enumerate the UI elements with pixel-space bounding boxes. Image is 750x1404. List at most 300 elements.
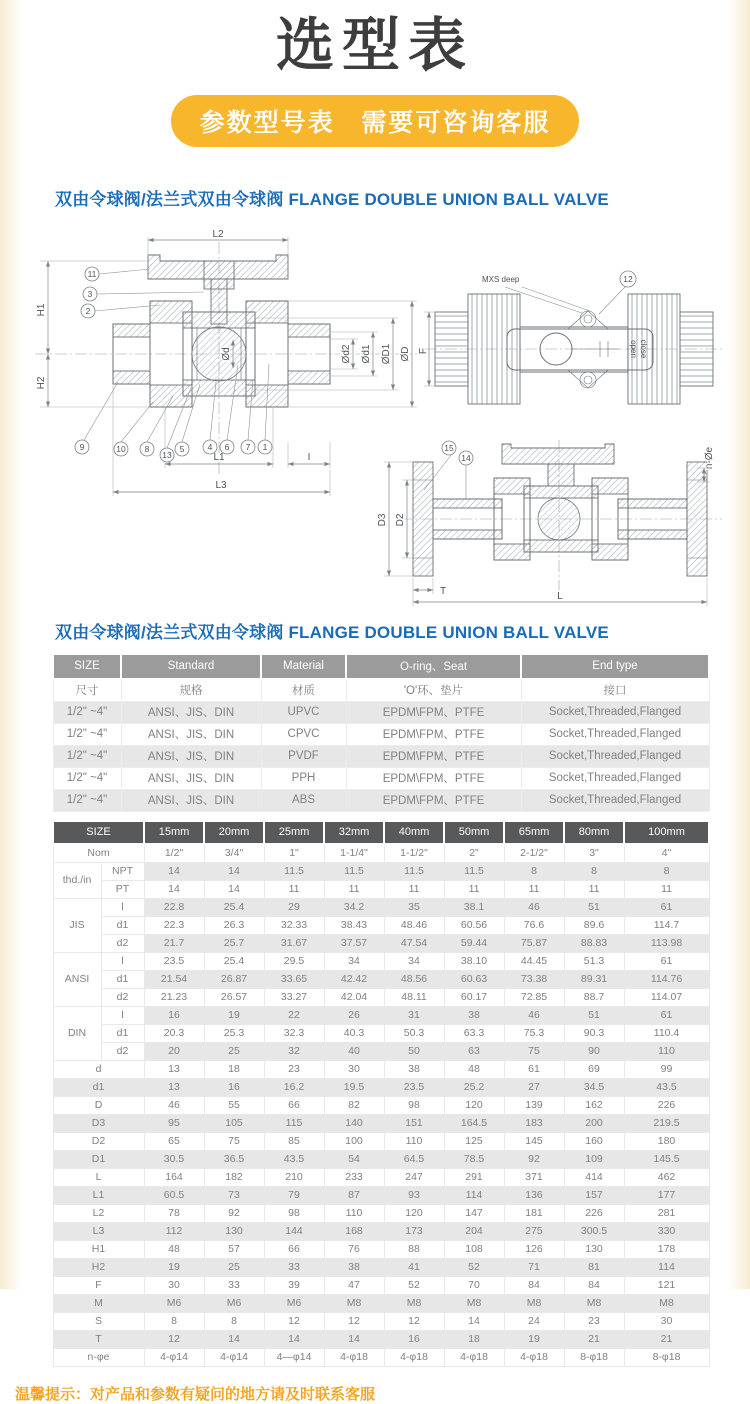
dim-size-col-header: 32mm — [324, 821, 384, 844]
dim-value: 46 — [144, 1096, 204, 1114]
dim-value: 87 — [324, 1186, 384, 1204]
dim-value: 84 — [564, 1276, 624, 1294]
dim-size-col-header: 65mm — [504, 821, 564, 844]
svg-text:6: 6 — [224, 441, 230, 452]
valve-ball — [192, 327, 246, 381]
dim-value: 33 — [264, 1258, 324, 1276]
spec-cell: ANSI、JIS、DIN — [121, 745, 261, 767]
dim-value: 30 — [144, 1276, 204, 1294]
dim-value: 219.5 — [624, 1114, 709, 1132]
dim-value: 105 — [204, 1114, 264, 1132]
dim-nom-row — [53, 844, 709, 863]
dim-value: 4-φ14 — [144, 1348, 204, 1366]
dim-value: 19 — [204, 1006, 264, 1024]
dim-value: 110.4 — [624, 1024, 709, 1042]
dim-row-H2 — [53, 1258, 709, 1276]
dim-value: 19.5 — [324, 1078, 384, 1096]
dim-row-label: L3 — [53, 1222, 144, 1240]
dim-value: 4-φ14 — [204, 1348, 264, 1366]
dim-value: 4-φ18 — [384, 1348, 444, 1366]
dim-value: 31 — [384, 1006, 444, 1024]
dim-value: 125 — [444, 1132, 504, 1150]
dim-value: 8 — [144, 1312, 204, 1330]
callout-3 — [83, 287, 204, 301]
dim-value: 19 — [504, 1330, 564, 1348]
dim-value: M6 — [204, 1294, 264, 1312]
dim-group-row-DIN-l — [53, 1006, 709, 1024]
dim-value: 43.5 — [624, 1078, 709, 1096]
spec-cell: 1/2" ~4" — [53, 701, 121, 723]
dim-value: 157 — [564, 1186, 624, 1204]
dim-value: 98 — [384, 1096, 444, 1114]
dim-value: 59.44 — [444, 934, 504, 952]
dim-value: 11.5 — [324, 862, 384, 880]
dim-value: 75.87 — [504, 934, 564, 952]
dim-label-D3: D3 — [377, 513, 388, 526]
spec-cell: ANSI、JIS、DIN — [121, 767, 261, 789]
dim-group-row-JIS-d1 — [53, 916, 709, 934]
dim-value: 183 — [504, 1114, 564, 1132]
dim-value: 76 — [324, 1240, 384, 1258]
dim-value: 29 — [264, 898, 324, 916]
dim-value: 33.27 — [264, 988, 324, 1006]
dim-value: 130 — [204, 1222, 264, 1240]
dim-value: 76.6 — [504, 916, 564, 934]
dim-value: 46 — [504, 1006, 564, 1024]
spec-cell: ANSI、JIS、DIN — [121, 723, 261, 745]
dim-value: 93 — [384, 1186, 444, 1204]
dim-value: 64.5 — [384, 1150, 444, 1168]
dim-value: 32.33 — [264, 916, 324, 934]
dim-value: 85 — [264, 1132, 324, 1150]
spec-cell: EPDM\FPM、PTFE — [346, 723, 521, 745]
dim-value: M8 — [504, 1294, 564, 1312]
spec-cell: CPVC — [261, 723, 346, 745]
dim-value: 75.3 — [504, 1024, 564, 1042]
dim-value: 11 — [564, 880, 624, 898]
dim-value: 48.11 — [384, 988, 444, 1006]
dim-value: 38.43 — [324, 916, 384, 934]
dim-value: 14 — [204, 1330, 264, 1348]
dim-value: 25.4 — [204, 898, 264, 916]
dim-group-label: JIS — [53, 898, 101, 952]
dim-value: 34 — [324, 952, 384, 970]
dim-value: 160 — [564, 1132, 624, 1150]
dim-value: 42.42 — [324, 970, 384, 988]
svg-text:15: 15 — [444, 442, 454, 453]
dim-nom-value: 3" — [564, 844, 624, 863]
dim-row-label: F — [53, 1276, 144, 1294]
spec-table — [52, 653, 710, 812]
dim-value: 89.31 — [564, 970, 624, 988]
dim-value: 16 — [384, 1330, 444, 1348]
spec-cell: 1/2" ~4" — [53, 723, 121, 745]
dim-value: 43.5 — [264, 1150, 324, 1168]
dim-sub-label: d2 — [101, 934, 144, 952]
dim-label-nOe: n-Øe — [704, 446, 715, 469]
dim-group-row-thd./in-PT — [53, 880, 709, 898]
dim-label-Od: Ød — [221, 346, 232, 361]
dim-size-col-header: 25mm — [264, 821, 324, 844]
dim-value: 23.5 — [384, 1078, 444, 1096]
dim-value: 371 — [504, 1168, 564, 1186]
dim-value: 23 — [564, 1312, 624, 1330]
dim-value: 78 — [144, 1204, 204, 1222]
dim-value: 26.57 — [204, 988, 264, 1006]
spec-header-cell: SIZE — [53, 654, 121, 679]
dim-value: 12 — [384, 1312, 444, 1330]
dim-value: 121 — [624, 1276, 709, 1294]
dim-value: 22.8 — [144, 898, 204, 916]
dim-group-row-ANSI-d2 — [53, 988, 709, 1006]
spec-cell: Socket,Threaded,Flanged — [521, 723, 709, 745]
callout-11 — [85, 267, 150, 281]
dim-row-label: L2 — [53, 1204, 144, 1222]
dim-value: 40.3 — [324, 1024, 384, 1042]
dim-group-row-DIN-d2 — [53, 1042, 709, 1060]
dim-value: 38 — [384, 1060, 444, 1078]
section-title-drawing: 双由令球阀/法兰式双由令球阀 FLANGE DOUBLE UNION BALL VALVE — [55, 189, 609, 209]
dim-value: 8-φ18 — [624, 1348, 709, 1366]
spec-table-row — [53, 701, 709, 723]
dim-value: 88.7 — [564, 988, 624, 1006]
section-title-table: 双由令球阀/法兰式双由令球阀 FLANGE DOUBLE UNION BALL VALVE — [55, 622, 609, 642]
spec-cell: PPH — [261, 767, 346, 789]
svg-text:2: 2 — [85, 305, 91, 316]
dim-value: 37.57 — [324, 934, 384, 952]
dim-value: 47.54 — [384, 934, 444, 952]
dim-value: 30 — [324, 1060, 384, 1078]
spec-cell: Socket,Threaded,Flanged — [521, 745, 709, 767]
spec-header-cell: Standard — [121, 654, 261, 679]
dim-row-label: H1 — [53, 1240, 144, 1258]
spec-subheader-cell: 接口 — [521, 679, 709, 702]
dim-value: 66 — [264, 1240, 324, 1258]
top-pipe-right — [680, 312, 713, 386]
dim-value: 21.54 — [144, 970, 204, 988]
spec-cell: Socket,Threaded,Flanged — [521, 767, 709, 789]
callout-1 — [258, 364, 272, 454]
banner-text: 参数型号表 需要可咨询客服 — [199, 108, 551, 137]
dim-value: 38 — [444, 1006, 504, 1024]
dim-row-F — [53, 1276, 709, 1294]
dim-value: 115 — [264, 1114, 324, 1132]
dim-value: 54 — [324, 1150, 384, 1168]
spec-cell: ANSI、JIS、DIN — [121, 789, 261, 811]
dim-value: M8 — [384, 1294, 444, 1312]
dim-value: 84 — [504, 1276, 564, 1294]
dim-value: 210 — [264, 1168, 324, 1186]
dim-label-l: I — [307, 451, 311, 463]
dim-value: 60.5 — [144, 1186, 204, 1204]
dim-value: 114 — [444, 1186, 504, 1204]
dim-value: 178 — [624, 1240, 709, 1258]
dim-label-H2: H2 — [36, 376, 47, 389]
dim-value: 11 — [444, 880, 504, 898]
svg-text:12: 12 — [623, 273, 633, 284]
dim-label-L1: L1 — [213, 451, 225, 463]
dim-value: 4-φ18 — [444, 1348, 504, 1366]
dim-row-d — [53, 1060, 709, 1078]
dim-value: 34 — [384, 952, 444, 970]
dim-row-label: D3 — [53, 1114, 144, 1132]
dim-value: 41 — [384, 1258, 444, 1276]
dim-group-row-ANSI-d1 — [53, 970, 709, 988]
spec-cell: ANSI、JIS、DIN — [121, 701, 261, 723]
spec-header-cell: O-ring、Seat — [346, 654, 521, 679]
dim-value: 89.6 — [564, 916, 624, 934]
dim-value: 73 — [204, 1186, 264, 1204]
dim-value: 139 — [504, 1096, 564, 1114]
dim-value: 65 — [144, 1132, 204, 1150]
dim-value: 14 — [264, 1330, 324, 1348]
dim-value: 120 — [444, 1096, 504, 1114]
dim-group-label: thd./in — [53, 862, 101, 898]
dim-value: 11 — [324, 880, 384, 898]
callout-9 — [75, 382, 118, 454]
dim-value: 168 — [324, 1222, 384, 1240]
spec-cell: Socket,Threaded,Flanged — [521, 701, 709, 723]
dim-value: 60.63 — [444, 970, 504, 988]
dim-value: 38.1 — [444, 898, 504, 916]
dim-value: 51 — [564, 1006, 624, 1024]
dim-row-S — [53, 1312, 709, 1330]
dim-value: 11 — [504, 880, 564, 898]
dim-label-H1: H1 — [36, 303, 47, 316]
technical-drawing — [0, 212, 750, 612]
dim-value: 25 — [204, 1042, 264, 1060]
callout-2 — [81, 304, 160, 318]
dim-value: 82 — [324, 1096, 384, 1114]
dim-value: 114.07 — [624, 988, 709, 1006]
dim-value: 40 — [324, 1042, 384, 1060]
dim-value: 70 — [444, 1276, 504, 1294]
dim-row-M — [53, 1294, 709, 1312]
top-view — [418, 271, 722, 404]
dim-row-L2 — [53, 1204, 709, 1222]
dim-value: 30.5 — [144, 1150, 204, 1168]
dim-value: 78.5 — [444, 1150, 504, 1168]
dim-value: 114 — [624, 1258, 709, 1276]
dim-sub-label: NPT — [101, 862, 144, 880]
dim-sub-label: d2 — [101, 988, 144, 1006]
svg-text:10: 10 — [116, 443, 126, 454]
dim-value: 90.3 — [564, 1024, 624, 1042]
dim-row-label: D1 — [53, 1150, 144, 1168]
dim-sub-label: d1 — [101, 916, 144, 934]
dim-value: 48 — [444, 1060, 504, 1078]
dim-value: 300.5 — [564, 1222, 624, 1240]
dim-value: 88.83 — [564, 934, 624, 952]
dim-row-D1 — [53, 1150, 709, 1168]
dim-value: 88 — [384, 1240, 444, 1258]
dim-label-L2: L2 — [212, 228, 224, 240]
dim-value: 31.67 — [264, 934, 324, 952]
dim-value: 291 — [444, 1168, 504, 1186]
dim-value: 23 — [264, 1060, 324, 1078]
dim-value: 110 — [384, 1132, 444, 1150]
dim-value: 25 — [204, 1258, 264, 1276]
dim-value: M8 — [624, 1294, 709, 1312]
dim-value: 110 — [624, 1042, 709, 1060]
dim-value: 36.5 — [204, 1150, 264, 1168]
dim-value: 11.5 — [384, 862, 444, 880]
dim-value: 63 — [444, 1042, 504, 1060]
dim-size-col-header: 15mm — [144, 821, 204, 844]
dim-value: 25.7 — [204, 934, 264, 952]
dim-value: 90 — [564, 1042, 624, 1060]
dim-value: 16 — [144, 1006, 204, 1024]
dim-group-row-JIS-l — [53, 898, 709, 916]
dim-value: 13 — [144, 1078, 204, 1096]
dim-value: 247 — [384, 1168, 444, 1186]
dim-value: 27 — [504, 1078, 564, 1096]
spec-cell: ABS — [261, 789, 346, 811]
top-pipe-left — [435, 312, 468, 386]
dim-value: 114.7 — [624, 916, 709, 934]
handle-open-label: open — [629, 339, 638, 358]
dim-nom-value: 2-1/2" — [504, 844, 564, 863]
dim-value: 61 — [624, 1006, 709, 1024]
dim-size-col-header: 100mm — [624, 821, 709, 844]
dim-value: 8 — [624, 862, 709, 880]
dim-value: 72.85 — [504, 988, 564, 1006]
dim-value: 35 — [384, 898, 444, 916]
dim-value: 112 — [144, 1222, 204, 1240]
dim-value: 16 — [204, 1078, 264, 1096]
dim-value: 275 — [504, 1222, 564, 1240]
callout-14 — [459, 451, 473, 500]
dim-value: 57 — [204, 1240, 264, 1258]
dim-value: 32 — [264, 1042, 324, 1060]
dim-table-body — [53, 821, 709, 1367]
dim-value: 99 — [624, 1060, 709, 1078]
dim-value: 14 — [444, 1312, 504, 1330]
dim-value: M8 — [324, 1294, 384, 1312]
mxs-deep-label: MXS deep — [482, 274, 520, 284]
dim-value: M8 — [564, 1294, 624, 1312]
dim-value: 95 — [144, 1114, 204, 1132]
dim-value: 79 — [264, 1186, 324, 1204]
dim-value: 29.5 — [264, 952, 324, 970]
dim-value: 414 — [564, 1168, 624, 1186]
dim-sub-label: PT — [101, 880, 144, 898]
dim-row-D3 — [53, 1114, 709, 1132]
dim-value: 26 — [324, 1006, 384, 1024]
dim-value: 25.3 — [204, 1024, 264, 1042]
dim-value: 145.5 — [624, 1150, 709, 1168]
dim-value: 25.4 — [204, 952, 264, 970]
spec-head-row — [53, 654, 709, 679]
dim-nom-label: Nom — [53, 844, 144, 863]
dim-value: 26.87 — [204, 970, 264, 988]
spec-subheader-cell: 尺寸 — [53, 679, 121, 702]
dim-value: 136 — [504, 1186, 564, 1204]
dim-value: 180 — [624, 1132, 709, 1150]
dim-value: 61 — [624, 952, 709, 970]
dim-row-d1 — [53, 1078, 709, 1096]
dim-value: 47 — [324, 1276, 384, 1294]
dim-value: M8 — [444, 1294, 504, 1312]
spec-cell: EPDM\FPM、PTFE — [346, 767, 521, 789]
dim-value: 8 — [564, 862, 624, 880]
dim-nom-value: 1-1/4" — [324, 844, 384, 863]
spec-subheader-cell: 'O'环、垫片 — [346, 679, 521, 702]
dim-value: 69 — [564, 1060, 624, 1078]
dim-value: 21.7 — [144, 934, 204, 952]
dim-value: 38 — [324, 1258, 384, 1276]
dim-value: 34.2 — [324, 898, 384, 916]
dim-row-label: d — [53, 1060, 144, 1078]
svg-text:3: 3 — [87, 288, 93, 299]
dim-row-label: d1 — [53, 1078, 144, 1096]
dim-value: 11 — [624, 880, 709, 898]
dim-value: 18 — [204, 1060, 264, 1078]
dim-value: 51 — [564, 898, 624, 916]
dim-value: 75 — [204, 1132, 264, 1150]
front-section-view — [35, 229, 430, 496]
svg-text:1: 1 — [262, 441, 268, 452]
svg-text:11: 11 — [87, 268, 97, 279]
dim-value: 226 — [624, 1096, 709, 1114]
dim-value: 281 — [624, 1204, 709, 1222]
dim-value: 32.3 — [264, 1024, 324, 1042]
dim-value: 12 — [144, 1330, 204, 1348]
dim-nom-value: 1" — [264, 844, 324, 863]
dim-label-OD: ØD — [400, 346, 411, 361]
dim-value: 60.17 — [444, 988, 504, 1006]
dim-group-row-thd./in-NPT — [53, 862, 709, 880]
dim-value: 140 — [324, 1114, 384, 1132]
dim-value: 81 — [564, 1258, 624, 1276]
spec-header-cell: End type — [521, 654, 709, 679]
dim-value: 22 — [264, 1006, 324, 1024]
dim-row-n-φe — [53, 1348, 709, 1366]
dim-value: 63.3 — [444, 1024, 504, 1042]
dim-group-row-DIN-d1 — [53, 1024, 709, 1042]
dim-row-label: H2 — [53, 1258, 144, 1276]
dim-value: 226 — [564, 1204, 624, 1222]
dim-value: 52 — [384, 1276, 444, 1294]
dim-row-L — [53, 1168, 709, 1186]
dim-label-L3: L3 — [215, 479, 227, 491]
dim-value: 100 — [324, 1132, 384, 1150]
dim-value: 14 — [144, 862, 204, 880]
dim-nom-value: 1/2" — [144, 844, 204, 863]
dim-value: 50 — [384, 1042, 444, 1060]
dim-size-header: SIZE — [53, 821, 144, 844]
dim-value: 61 — [504, 1060, 564, 1078]
dim-value: 144 — [264, 1222, 324, 1240]
dim-value: 38.10 — [444, 952, 504, 970]
dim-value: 22.3 — [144, 916, 204, 934]
dim-row-label: L1 — [53, 1186, 144, 1204]
dim-row-H1 — [53, 1240, 709, 1258]
flanged-handle — [502, 444, 614, 464]
dim-value: 13 — [144, 1060, 204, 1078]
dim-value: 20 — [144, 1042, 204, 1060]
dim-label-OD1: ØD1 — [381, 343, 392, 364]
spec-header-cell: Material — [261, 654, 346, 679]
flanged-ball — [538, 498, 580, 540]
dim-value: 48 — [144, 1240, 204, 1258]
dim-value: 4-φ18 — [504, 1348, 564, 1366]
dim-sub-label: l — [101, 1006, 144, 1024]
dim-nom-value: 2" — [444, 844, 504, 863]
dim-value: 126 — [504, 1240, 564, 1258]
dim-row-L1 — [53, 1186, 709, 1204]
dim-value: 14 — [144, 880, 204, 898]
